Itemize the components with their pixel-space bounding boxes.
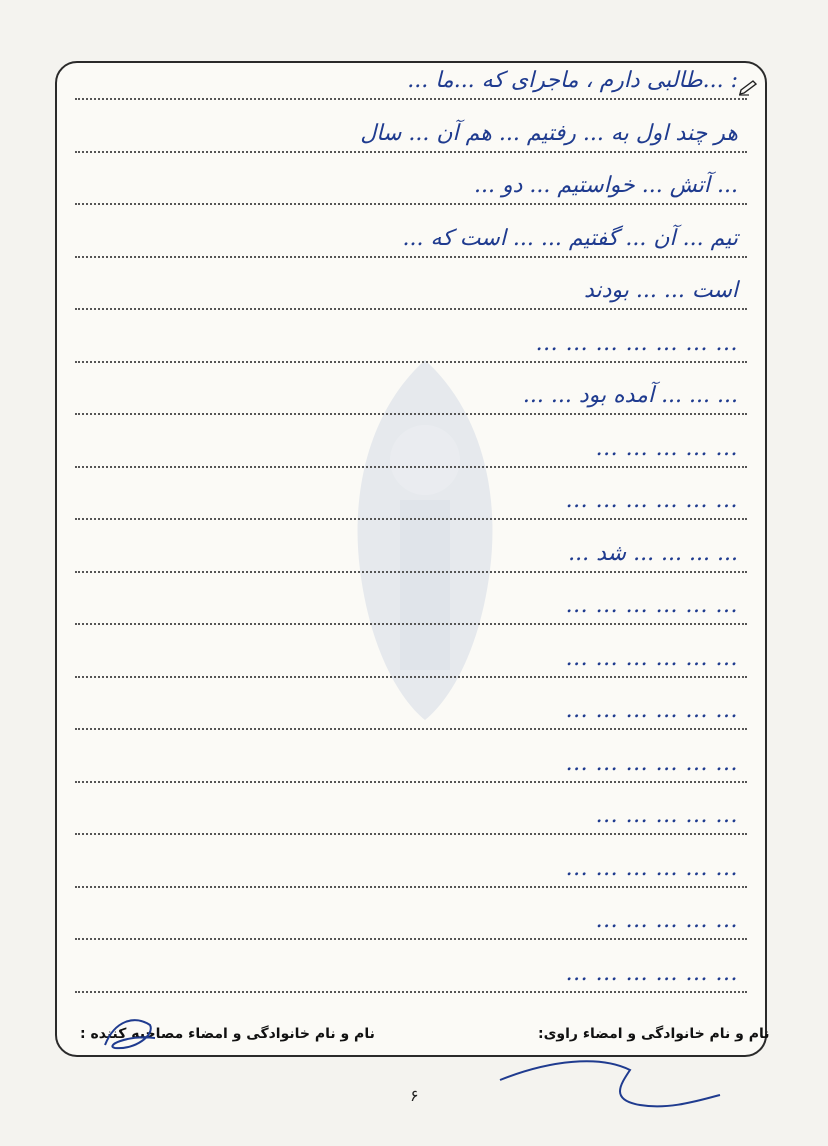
ruled-line [75,256,747,258]
ruled-line [75,466,747,468]
interviewer-signature [490,1040,730,1120]
ruled-line [75,98,747,100]
handwritten-line: ... ... ... آمده بود ... ... [522,383,738,408]
handwritten-line: هر چند اول به ... رفتیم ... هم آن ... سال [360,120,738,146]
narrator-signature-label: نام و نام خانوادگی و امضاء راوی: [538,1026,770,1042]
handwritten-line: است ... ... بودند [583,278,738,303]
handwritten-line: : ...طالبی دارم ، ماجرای که ...ما ... [407,68,738,93]
narrator-signature [95,1010,165,1060]
ruled-line [75,781,747,783]
handwritten-line: ... ... ... ... ... ... [565,645,738,671]
handwritten-line: ... ... ... ... ... [595,803,738,828]
ruled-line [75,938,747,940]
handwritten-line: ... ... ... ... ... ... [565,855,738,881]
handwritten-line: ... ... ... ... ... ... ... [535,330,738,356]
handwritten-line: ... ... ... ... ... ... [565,960,738,986]
ruled-line [75,991,747,993]
ruled-line [75,308,747,310]
ruled-line [75,676,747,678]
handwritten-line: ... ... ... ... ... [595,908,738,933]
handwritten-line: تیم ... آن ... گفتیم ... ... است که ... [402,225,738,251]
interviewer-signature-label: نام و نام خانوادگی و امضاء مصاحبه کننده : [80,1026,375,1042]
ruled-line [75,886,747,888]
page-number: ۶ [410,1086,419,1105]
handwritten-line: ... ... ... ... شد ... [568,540,738,566]
ruled-line [75,151,747,153]
handwritten-line: ... ... ... ... ... ... [565,750,738,776]
watermark-emblem [330,350,520,730]
ruled-line [75,203,747,205]
ruled-line [75,833,747,835]
handwritten-line: ... ... ... ... ... ... [565,698,738,723]
pen-icon [738,80,758,96]
ruled-line [75,571,747,573]
handwritten-line: ... ... ... ... ... ... [565,593,738,618]
ruled-line [75,728,747,730]
handwritten-line: ... آتش ... خواستیم ... دو ... [473,173,738,198]
ruled-line [75,623,747,625]
ruled-line [75,361,747,363]
handwritten-line: ... ... ... ... ... [595,435,738,461]
ruled-line [75,518,747,520]
handwritten-line: ... ... ... ... ... ... [565,488,738,513]
ruled-line [75,413,747,415]
